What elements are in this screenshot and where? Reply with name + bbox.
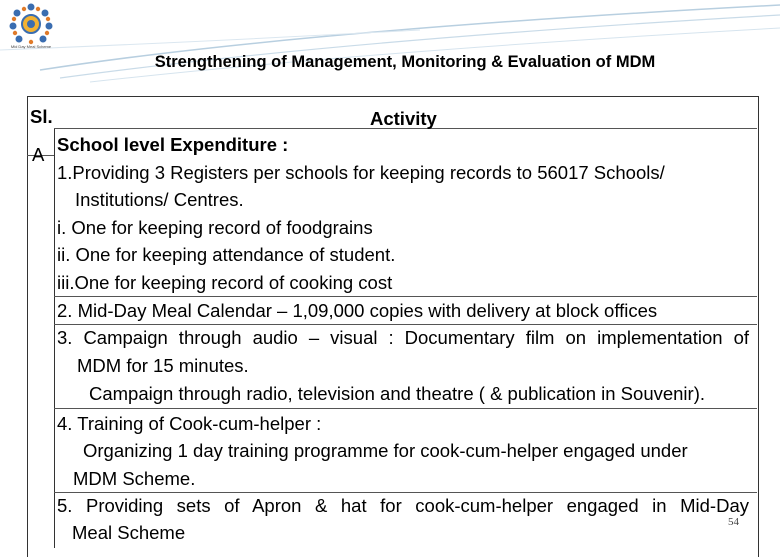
sub-item-iii: iii.One for keeping record of cooking cost [57, 272, 393, 293]
item-5-line: 5. Providing sets of Apron & hat for cook-cum-helper engaged in Mid-Day [57, 495, 749, 516]
header-swoosh-decoration [0, 0, 780, 95]
column-divider [54, 128, 55, 548]
item-4-line: MDM Scheme. [73, 468, 196, 489]
item-1-line: 1.Providing 3 Registers per schools for keeping records to 56017 Schools/ [57, 162, 665, 183]
item-5-line: Meal Scheme [72, 522, 186, 543]
col-header-activity: Activity [370, 108, 437, 129]
sub-item-i: i. One for keeping record of foodgrains [57, 217, 373, 238]
col-header-sl: Sl. [30, 106, 53, 127]
row-divider [54, 296, 757, 297]
row-label: A [32, 144, 45, 165]
item-4-line: Organizing 1 day training programme for cook-cum-helper engaged under [83, 440, 688, 461]
section-heading: School level Expenditure : [57, 134, 289, 155]
item-3-line: Campaign through radio, television and theatre ( & publication in Souvenir). [89, 383, 706, 404]
row-divider [54, 492, 757, 493]
item-2-line: 2. Mid-Day Meal Calendar – 1,09,000 copies with delivery at block offices [57, 300, 658, 321]
item-1-line: Institutions/ Centres. [75, 189, 244, 210]
mdm-logo-icon [2, 2, 60, 46]
page-number: 54 [728, 516, 739, 528]
item-3-line: MDM for 15 minutes. [77, 355, 249, 376]
item-4-line: 4. Training of Cook-cum-helper : [57, 413, 322, 434]
sub-item-ii: ii. One for keeping attendance of student. [57, 244, 396, 265]
row-divider [54, 408, 757, 409]
logo-caption: Mid Day Meal Scheme [10, 44, 52, 49]
page-title: Strengthening of Management, Monitoring & Evaluation of MDM [154, 53, 656, 71]
item-3-line: 3. Campaign through audio – visual : Documentary film on implementation of [57, 327, 749, 348]
row-divider [54, 324, 757, 325]
